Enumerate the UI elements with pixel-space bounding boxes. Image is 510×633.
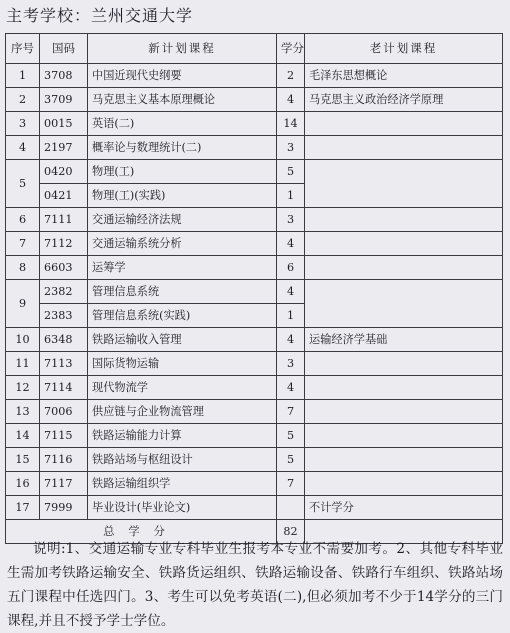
row-seq: 12 [6, 376, 40, 400]
table-row [6, 232, 503, 256]
row-new-course: 交通运输系统分析 [88, 232, 277, 256]
row-new-course: 铁路运输收入管理 [88, 328, 277, 352]
row-new-course: 铁路运输能力计算 [88, 424, 277, 448]
table-row [6, 352, 503, 376]
row-code: 7111 [40, 208, 88, 232]
row-new-course: 物理(工) [88, 160, 277, 184]
table-row [6, 328, 503, 352]
row-seq: 14 [6, 424, 40, 448]
course-table [5, 33, 503, 544]
row-credit: 7 [277, 400, 305, 424]
row-old-course [305, 376, 503, 400]
row-new-course: 运筹学 [88, 256, 277, 280]
table-row [6, 472, 503, 496]
table-row [6, 424, 503, 448]
row-credit: 2 [277, 64, 305, 88]
row-code: 2383 [40, 304, 88, 328]
row-seq: 10 [6, 328, 40, 352]
row-old-course [305, 136, 503, 160]
row-old-course [305, 400, 503, 424]
row-old-course: 马克思主义政治经济学原理 [305, 88, 503, 112]
row-code: 7112 [40, 232, 88, 256]
row-credit: 5 [277, 448, 305, 472]
row-credit: 6 [277, 256, 305, 280]
total-credits-label: 总学分 [6, 520, 277, 544]
row-old-course [305, 256, 503, 280]
row-new-course: 交通运输经济法规 [88, 208, 277, 232]
row-old-course: 不计学分 [305, 496, 503, 520]
row-code: 7116 [40, 448, 88, 472]
explanatory-note: 说明:1、交通运输专业专科毕业生报考本专业不需要加考。2、其他专科毕业生需加考铁路运输安全、铁路货运组织、铁路运输设备、铁路行车组织、铁路站场五门课程中任选四门。3、考生可以免考英语(二),但必须加考不少于14学分的三门课程,并且不授予学士学位。 [7, 541, 503, 629]
row-seq: 13 [6, 400, 40, 424]
row-credit: 1 [277, 304, 305, 328]
row-seq: 2 [6, 88, 40, 112]
row-old-course [305, 160, 503, 208]
row-code: 2382 [40, 280, 88, 304]
row-seq: 6 [6, 208, 40, 232]
row-credit [277, 496, 305, 520]
row-credit: 4 [277, 376, 305, 400]
row-code: 2197 [40, 136, 88, 160]
row-seq: 5 [6, 160, 40, 208]
row-credit: 1 [277, 184, 305, 208]
row-old-course: 毛泽东思想概论 [305, 64, 503, 88]
table-row [6, 400, 503, 424]
exam-school-title: 主考学校：兰州交通大学 [6, 6, 194, 25]
row-seq: 11 [6, 352, 40, 376]
row-credit: 7 [277, 472, 305, 496]
row-old-course [305, 472, 503, 496]
row-new-course: 铁路运输组织学 [88, 472, 277, 496]
row-old-course [305, 448, 503, 472]
table-row [6, 88, 503, 112]
table-row [6, 64, 503, 88]
row-new-course: 供应链与企业物流管理 [88, 400, 277, 424]
row-new-course: 英语(二) [88, 112, 277, 136]
table-row [6, 448, 503, 472]
row-credit: 4 [277, 280, 305, 304]
row-new-course: 铁路站场与枢纽设计 [88, 448, 277, 472]
row-seq: 3 [6, 112, 40, 136]
row-old-course [305, 424, 503, 448]
row-old-course [305, 280, 503, 328]
row-seq: 4 [6, 136, 40, 160]
row-code: 0421 [40, 184, 88, 208]
row-code: 7113 [40, 352, 88, 376]
table-row [6, 496, 503, 520]
row-new-course: 马克思主义基本原理概论 [88, 88, 277, 112]
row-credit: 5 [277, 424, 305, 448]
table-row [6, 256, 503, 280]
table-row [6, 376, 503, 400]
row-old-course [305, 232, 503, 256]
row-new-course: 国际货物运输 [88, 352, 277, 376]
row-new-course: 物理(工)(实践) [88, 184, 277, 208]
column-header-credit: 学分 [277, 34, 305, 64]
total-credits-value: 82 [277, 520, 305, 544]
row-new-course: 管理信息系统(实践) [88, 304, 277, 328]
row-seq: 17 [6, 496, 40, 520]
table-row [6, 208, 503, 232]
table-row [6, 160, 503, 184]
table-header-row [6, 34, 503, 64]
row-credit: 4 [277, 88, 305, 112]
row-credit: 3 [277, 136, 305, 160]
row-code: 7117 [40, 472, 88, 496]
column-header-code: 国码 [40, 34, 88, 64]
row-credit: 14 [277, 112, 305, 136]
column-header-old-course: 老计划课程 [305, 34, 503, 64]
row-old-course [305, 208, 503, 232]
table-row [6, 280, 503, 304]
column-header-seq: 序号 [6, 34, 40, 64]
row-code: 7999 [40, 496, 88, 520]
row-credit: 4 [277, 232, 305, 256]
row-seq: 7 [6, 232, 40, 256]
row-old-course: 运输经济学基础 [305, 328, 503, 352]
table-row [6, 136, 503, 160]
table-row [6, 112, 503, 136]
row-code: 3708 [40, 64, 88, 88]
row-new-course: 中国近现代史纲要 [88, 64, 277, 88]
row-credit: 3 [277, 208, 305, 232]
row-code: 6603 [40, 256, 88, 280]
row-seq: 1 [6, 64, 40, 88]
row-new-course: 毕业设计(毕业论文) [88, 496, 277, 520]
row-code: 7114 [40, 376, 88, 400]
row-seq: 9 [6, 280, 40, 328]
row-credit: 5 [277, 160, 305, 184]
row-seq: 15 [6, 448, 40, 472]
row-code: 7006 [40, 400, 88, 424]
row-code: 3709 [40, 88, 88, 112]
row-seq: 16 [6, 472, 40, 496]
row-old-course [305, 352, 503, 376]
row-seq: 8 [6, 256, 40, 280]
row-old-course [305, 112, 503, 136]
row-new-course: 概率论与数理统计(二) [88, 136, 277, 160]
row-code: 6348 [40, 328, 88, 352]
row-code: 0015 [40, 112, 88, 136]
row-new-course: 现代物流学 [88, 376, 277, 400]
row-code: 7115 [40, 424, 88, 448]
row-credit: 3 [277, 352, 305, 376]
row-code: 0420 [40, 160, 88, 184]
row-credit: 4 [277, 328, 305, 352]
column-header-new-course: 新计划课程 [88, 34, 277, 64]
row-new-course: 管理信息系统 [88, 280, 277, 304]
